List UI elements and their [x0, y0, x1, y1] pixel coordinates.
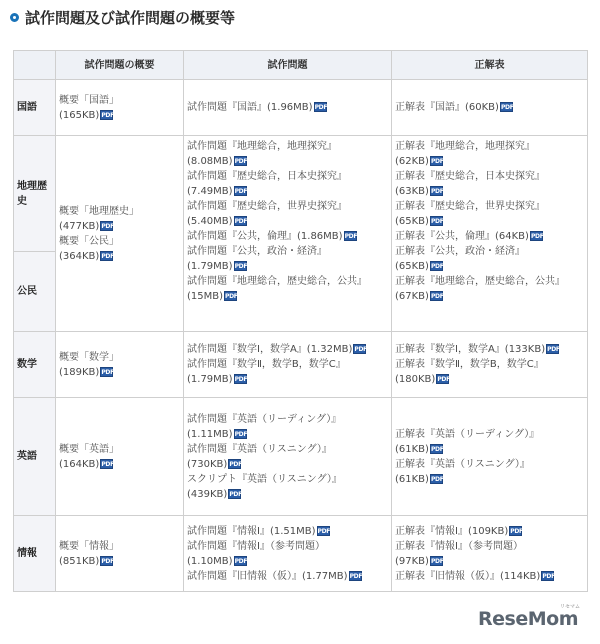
- link-line[interactable]: [395, 244, 584, 259]
- link-line[interactable]: [395, 274, 584, 289]
- link-line[interactable]: [395, 472, 584, 487]
- pdf-icon[interactable]: PDF: [234, 218, 248, 225]
- pdf-icon[interactable]: PDF: [101, 222, 114, 230]
- link-line[interactable]: [395, 457, 584, 472]
- overview-cell: [56, 398, 184, 516]
- logo-text: ReseMom: [478, 608, 578, 630]
- pdf-icon[interactable]: PDF: [430, 557, 444, 565]
- link-text[interactable]: (7.49MB): [187, 186, 233, 197]
- pdf-icon[interactable]: PDF: [344, 233, 358, 240]
- link-text[interactable]: 試作問題『歴史総合，世界史探究』: [187, 201, 347, 212]
- link-line[interactable]: [59, 204, 180, 219]
- link-line[interactable]: [187, 372, 388, 387]
- subject-joho: 情報: [14, 516, 56, 592]
- link-text[interactable]: 正解表『数学Ⅰ，数学A』(133KB): [395, 344, 546, 355]
- link-line[interactable]: [59, 442, 180, 457]
- link-line[interactable]: [395, 259, 584, 274]
- link-line[interactable]: [395, 539, 584, 554]
- link-line[interactable]: [395, 169, 584, 184]
- subject-sugaku: 数学: [14, 332, 56, 398]
- link-line[interactable]: [59, 554, 180, 569]
- link-text[interactable]: (1.11MB): [187, 428, 233, 440]
- pdf-icon[interactable]: PDF: [430, 293, 444, 300]
- link-text[interactable]: 正解表『情報Ⅰ』（参考問題）: [395, 540, 523, 552]
- link-text[interactable]: 試作問題『旧情報（仮）』(1.77MB): [187, 570, 348, 582]
- row-sugaku: [14, 332, 588, 398]
- link-line[interactable]: [395, 569, 584, 584]
- link-text[interactable]: 試作問題『情報Ⅰ』（参考問題）: [187, 540, 325, 552]
- link-text[interactable]: (439KB): [187, 488, 228, 500]
- pdf-icon[interactable]: PDF: [430, 158, 444, 165]
- link-text[interactable]: (477KB): [59, 220, 100, 232]
- link-line[interactable]: [187, 457, 388, 472]
- exam-cell: [184, 398, 392, 516]
- overview-cell: [56, 516, 184, 592]
- header-exam: 試作問題: [184, 51, 392, 80]
- link-text[interactable]: 試作問題『数学Ⅱ，数学B，数学C』: [187, 359, 346, 370]
- overview-cell: [56, 80, 184, 136]
- link-line[interactable]: [59, 219, 180, 234]
- link-line[interactable]: [395, 554, 584, 569]
- pdf-icon[interactable]: PDF: [530, 233, 544, 240]
- link-text[interactable]: 試作問題『公共，政治・経済』: [187, 246, 327, 257]
- link-text[interactable]: 試作問題『地理総合，歴史総合，公共』: [187, 276, 367, 287]
- link-text[interactable]: 概要「国語」: [59, 94, 119, 106]
- link-line[interactable]: [395, 357, 584, 372]
- row-kokugo: [14, 80, 588, 136]
- row-joho: [14, 516, 588, 592]
- link-line[interactable]: [187, 427, 388, 442]
- link-text[interactable]: 正解表『旧情報（仮）』(114KB): [395, 570, 541, 582]
- link-line[interactable]: [395, 199, 584, 214]
- link-text[interactable]: (8.08MB): [187, 156, 233, 167]
- pdf-icon[interactable]: PDF: [547, 346, 560, 353]
- link-text[interactable]: (1.79MB): [187, 374, 233, 385]
- pdf-icon[interactable]: PDF: [229, 490, 242, 498]
- link-line[interactable]: [395, 184, 584, 199]
- link-text[interactable]: 正解表『英語（リスニング）』: [395, 458, 530, 470]
- link-text[interactable]: 概要「地理歴史」: [59, 205, 139, 217]
- link-text[interactable]: 正解表『公共，政治・経済』: [395, 246, 525, 257]
- link-line[interactable]: [187, 472, 388, 487]
- link-text[interactable]: (62KB): [395, 156, 429, 167]
- pdf-icon[interactable]: PDF: [101, 368, 114, 376]
- link-text[interactable]: 正解表『公共，倫理』(64KB): [395, 231, 529, 242]
- link-text[interactable]: (1.79MB): [187, 261, 233, 272]
- pdf-icon[interactable]: PDF: [430, 475, 444, 483]
- link-line[interactable]: [59, 249, 180, 264]
- pdf-icon[interactable]: PDF: [314, 104, 328, 111]
- overview-cell: [56, 136, 184, 332]
- pdf-icon[interactable]: PDF: [542, 572, 555, 580]
- pdf-icon[interactable]: PDF: [430, 263, 444, 270]
- header-subject: [14, 51, 56, 80]
- link-text[interactable]: 正解表『数学Ⅱ，数学B，数学C』: [395, 359, 544, 370]
- link-text[interactable]: (364KB): [59, 250, 100, 262]
- link-text[interactable]: 概要「公民」: [59, 235, 119, 247]
- link-text[interactable]: 概要「情報」: [59, 540, 119, 552]
- link-line[interactable]: [187, 199, 388, 214]
- link-text[interactable]: 試作問題『公共，倫理』(1.86MB): [187, 231, 343, 242]
- pdf-icon[interactable]: PDF: [101, 252, 114, 260]
- link-line[interactable]: [187, 357, 388, 372]
- link-line[interactable]: [395, 154, 584, 169]
- pdf-icon[interactable]: PDF: [234, 263, 248, 270]
- pdf-icon[interactable]: PDF: [234, 158, 248, 165]
- pdf-icon[interactable]: PDF: [430, 218, 444, 225]
- link-text[interactable]: (63KB): [395, 186, 429, 197]
- link-text[interactable]: 概要「英語」: [59, 443, 119, 455]
- link-text[interactable]: 概要「数学」: [59, 351, 119, 363]
- pdf-icon[interactable]: PDF: [229, 460, 242, 468]
- resemom-logo: [478, 604, 580, 630]
- link-line[interactable]: [187, 274, 388, 289]
- exam-table: [13, 50, 588, 592]
- answer-cell: [392, 332, 588, 398]
- pdf-icon[interactable]: PDF: [101, 557, 114, 565]
- link-text[interactable]: (180KB): [395, 374, 436, 385]
- link-text[interactable]: スクリプト『英語（リスニング）』: [187, 473, 342, 485]
- link-line[interactable]: [59, 93, 180, 108]
- link-line[interactable]: [187, 259, 388, 274]
- header-overview: 試作問題の概要: [56, 51, 184, 80]
- link-text[interactable]: (61KB): [395, 473, 429, 485]
- link-line[interactable]: [187, 342, 388, 357]
- link-line[interactable]: [187, 139, 388, 154]
- bullet-icon: [10, 13, 19, 22]
- pdf-icon[interactable]: PDF: [101, 111, 114, 119]
- link-text[interactable]: (189KB): [59, 366, 100, 378]
- link-text[interactable]: (61KB): [395, 443, 429, 455]
- subject-chiri: 地理歴史: [14, 136, 56, 252]
- link-line[interactable]: [187, 487, 388, 502]
- link-line[interactable]: [59, 350, 180, 365]
- link-line[interactable]: [395, 289, 584, 304]
- exam-cell: [184, 332, 392, 398]
- link-line[interactable]: [187, 412, 388, 427]
- page-heading: [10, 7, 235, 28]
- link-text[interactable]: (15MB): [187, 291, 224, 302]
- pdf-icon[interactable]: PDF: [430, 445, 444, 453]
- link-line[interactable]: [187, 154, 388, 169]
- link-line[interactable]: [395, 524, 584, 539]
- link-text[interactable]: 正解表『地理総合，歴史総合，公共』: [395, 276, 565, 287]
- link-line[interactable]: [395, 229, 584, 244]
- link-line[interactable]: [187, 214, 388, 229]
- link-text[interactable]: (65KB): [395, 216, 429, 227]
- link-text[interactable]: 試作問題『英語（リーディング）』: [187, 413, 342, 425]
- link-line[interactable]: [187, 184, 388, 199]
- link-text[interactable]: 試作問題『英語（リスニング）』: [187, 443, 332, 455]
- heading-text: 試作問題及び試作問題の概要等: [25, 9, 236, 27]
- link-text[interactable]: 試作問題『数学Ⅰ，数学A』(1.32MB): [187, 344, 353, 355]
- link-line[interactable]: [187, 244, 388, 259]
- pdf-icon[interactable]: PDF: [354, 346, 367, 353]
- link-text[interactable]: 正解表『歴史総合，世界史探究』: [395, 201, 545, 212]
- link-text[interactable]: 正解表『地理総合，地理探究』: [395, 141, 535, 152]
- pdf-icon[interactable]: PDF: [234, 430, 248, 438]
- link-text[interactable]: 試作問題『国語』(1.96MB): [187, 102, 313, 113]
- link-line[interactable]: [59, 365, 180, 380]
- answer-cell: [392, 80, 588, 136]
- pdf-icon[interactable]: PDF: [234, 376, 248, 383]
- link-text[interactable]: 試作問題『情報Ⅰ』(1.51MB): [187, 525, 316, 537]
- link-text[interactable]: 正解表『英語（リーディング）』: [395, 428, 540, 440]
- pdf-icon[interactable]: PDF: [510, 527, 523, 535]
- link-text[interactable]: 正解表『国語』(60KB): [395, 102, 499, 113]
- link-text[interactable]: 正解表『歴史総合，日本史探究』: [395, 171, 545, 182]
- link-line[interactable]: [187, 554, 388, 569]
- link-line[interactable]: [187, 229, 388, 244]
- subject-kokugo: 国語: [14, 80, 56, 136]
- link-line[interactable]: [395, 214, 584, 229]
- link-text[interactable]: 正解表『情報Ⅰ』(109KB): [395, 525, 509, 537]
- subject-komin: 公民: [14, 252, 56, 332]
- link-text[interactable]: (851KB): [59, 555, 100, 567]
- link-line[interactable]: [187, 442, 388, 457]
- link-text[interactable]: (65KB): [395, 261, 429, 272]
- link-line[interactable]: [395, 372, 584, 387]
- link-text[interactable]: (165KB): [59, 109, 100, 121]
- pdf-icon[interactable]: PDF: [225, 293, 238, 300]
- link-line[interactable]: [187, 569, 388, 584]
- logo-subtext: リセマム: [560, 604, 580, 610]
- exam-cell: [184, 516, 392, 592]
- link-text[interactable]: (67KB): [395, 291, 429, 302]
- link-line[interactable]: [395, 139, 584, 154]
- pdf-icon[interactable]: PDF: [430, 188, 444, 195]
- link-line[interactable]: [59, 108, 180, 123]
- link-line[interactable]: [59, 234, 180, 249]
- link-line[interactable]: [187, 289, 388, 304]
- header-answers: 正解表: [392, 51, 588, 80]
- overview-cell: [56, 332, 184, 398]
- link-text[interactable]: (5.40MB): [187, 216, 233, 227]
- link-line[interactable]: [187, 524, 388, 539]
- table-header-row: [14, 51, 588, 80]
- link-line[interactable]: [59, 539, 180, 554]
- link-text[interactable]: 試作問題『地理総合，地理探究』: [187, 141, 337, 152]
- subject-eigo: 英語: [14, 398, 56, 516]
- answer-cell: [392, 136, 588, 332]
- link-line[interactable]: [395, 342, 584, 357]
- link-line[interactable]: [59, 457, 180, 472]
- pdf-icon[interactable]: PDF: [500, 104, 514, 111]
- link-text[interactable]: (1.10MB): [187, 555, 233, 567]
- pdf-icon[interactable]: PDF: [349, 572, 363, 580]
- pdf-icon[interactable]: PDF: [317, 527, 331, 535]
- link-text[interactable]: (164KB): [59, 458, 100, 470]
- link-text[interactable]: (730KB): [187, 458, 228, 470]
- link-line[interactable]: [395, 100, 584, 115]
- link-line[interactable]: [395, 442, 584, 457]
- link-text[interactable]: 試作問題『歴史総合，日本史探究』: [187, 171, 347, 182]
- exam-cell: [184, 80, 392, 136]
- link-text[interactable]: (97KB): [395, 555, 429, 567]
- pdf-icon[interactable]: PDF: [437, 376, 450, 383]
- pdf-icon[interactable]: PDF: [101, 460, 114, 468]
- answer-cell: [392, 398, 588, 516]
- row-chiri: [14, 136, 588, 252]
- pdf-icon[interactable]: PDF: [234, 557, 248, 565]
- exam-cell: [184, 136, 392, 332]
- link-line[interactable]: [187, 100, 388, 115]
- link-line[interactable]: [395, 427, 584, 442]
- link-line[interactable]: [187, 169, 388, 184]
- row-eigo: [14, 398, 588, 516]
- pdf-icon[interactable]: PDF: [234, 188, 248, 195]
- link-line[interactable]: [187, 539, 388, 554]
- answer-cell: [392, 516, 588, 592]
